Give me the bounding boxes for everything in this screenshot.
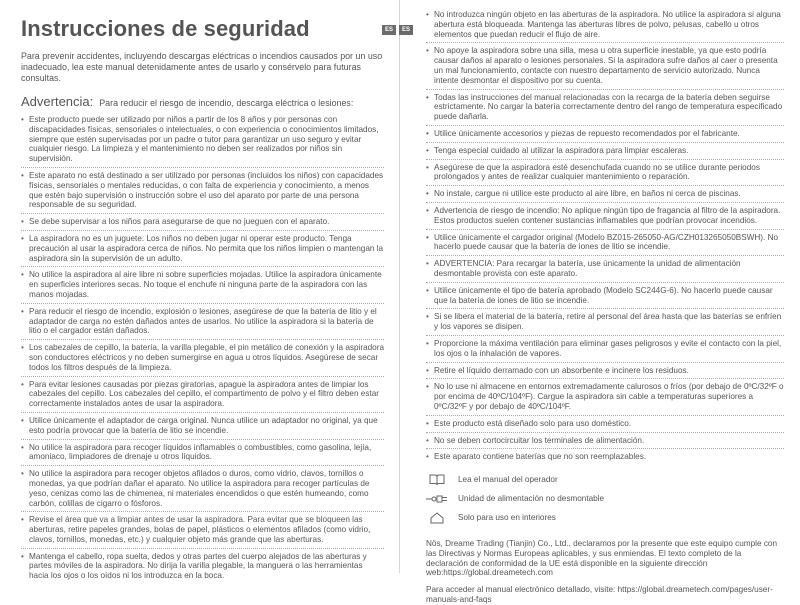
list-item: • Utilice únicamente el tipo de batería aprobado (Modelo SC244G-6). No hacerlo puede causar que la batería de iones de litio se incendie. — [426, 286, 784, 306]
symbol-legend — [426, 470, 784, 527]
item-separator — [426, 42, 784, 43]
item-separator — [21, 439, 384, 440]
intro-paragraph: Para prevenir accidentes, incluyendo descargas eléctricas o incendios causados por un uso inadecuado, lea este manual detenidamente antes de usarlo y consérvelo para futuras consultas. — [21, 51, 383, 83]
item-separator — [21, 213, 384, 214]
list-item: • No se deben cortocircuitar los terminales de alimentación. — [426, 436, 784, 446]
list-item: • Mantenga el cabello, ropa suelta, dedos y otras partes del cuerpo alejados de las aberturas y partes móviles de la aspiradora. No dirija la varilla plegable, la manguera o las herramientas hacia los ojos o los oídos ni los introduzca en la boca. — [21, 552, 384, 581]
item-separator — [426, 202, 784, 203]
item-separator — [21, 412, 384, 413]
symbol-label-power: Unidad de alimentación no desmontable — [458, 494, 605, 504]
list-item: • Para evitar lesiones causadas por piezas giratorias, apague la aspiradora antes de limpiar los cabezales del cepillo. Los cabezales del cepillo, el compartimento de polvo y el filtro deben estar correctamente instalados antes de usar la aspiradora. — [21, 380, 384, 409]
list-item: • Tenga especial cuidado al utilizar la aspiradora para limpiar escaleras. — [426, 146, 784, 156]
manual-link-paragraph: Para acceder al manual electrónico detallado, visite: https://global.dreametech.com/pages/user-manuals-and-faqs — [426, 585, 773, 605]
right-safety-list — [426, 10, 784, 462]
list-item: • Si se libera el material de la batería, retire al personal del área hasta que las baterías se enfríen y los vapores se disipen. — [426, 312, 784, 332]
list-item: • Utilice únicamente accesorios y piezas de repuesto recomendados por el fabricante. — [426, 129, 784, 139]
list-item: • No apoye la aspiradora sobre una silla, mesa u otra superficie inestable, ya que esto podría causar daños al aparato o lesiones personales. Si la aspiradora sufre daños al caer o presenta un mal funcionamiento, contacte con nuestro departamento de servicio autorizado. Nunca intente desmontar el dispositivo por su cuenta. — [426, 46, 784, 85]
item-separator — [21, 230, 384, 231]
warning-heading — [21, 94, 384, 109]
list-item: • No lo use ni almacene en entornos extremadamente calurosos o fríos (por debajo de 0ºC/32ºF o por encima de 40ºC/104ºF). Cargue la aspiradora sin cable a temperaturas superiores a 0ºC/32ºF y por debajo de 40ºC/104ºF. — [426, 382, 784, 411]
list-item: • Se debe supervisar a los niños para asegurarse de que no jueguen con el aparato. — [21, 217, 384, 227]
list-item: • Este producto está diseñado solo para uso doméstico. — [426, 419, 784, 429]
item-separator — [426, 142, 784, 143]
symbol-label-indoor: Solo para uso en interiores — [458, 513, 556, 523]
item-separator — [426, 362, 784, 363]
symbol-row-power — [426, 489, 784, 508]
language-tab-right: ES — [399, 25, 413, 35]
read-manual-icon — [426, 474, 448, 486]
list-item: • Advertencia de riesgo de incendio: No aplique ningún tipo de fragancia al filtro de la aspiradora. Estos productos suelen contener sustancias inflamables que podrían provocar incendios. — [426, 206, 784, 226]
item-separator — [426, 185, 784, 186]
item-separator — [21, 167, 384, 168]
language-tab-left: ES — [382, 25, 396, 35]
symbol-label-manual: Lea el manual del operador — [458, 475, 558, 485]
list-item: • Este producto puede ser utilizado por niños a partir de los 8 años y por personas con discapacidades físicas, sensoriales o intelectuales, o con experiencia o conocimientos limitados, siempre que estén supervisadas por un padre o tutor para garantizar un uso seguro y evitar cualquier riesgo. La limpieza y el mantenimiento no deben ser realizados por niños sin supervisión. — [21, 115, 384, 164]
item-separator — [426, 229, 784, 230]
list-item: • Asegúrese de que la aspiradora esté desenchufada cuando no se utilice durante periodos prolongados y antes de realizar cualquier mantenimiento o reparación. — [426, 163, 784, 183]
warning-title: Advertencia: — [21, 94, 94, 109]
item-separator — [21, 548, 384, 549]
list-item: • Todas las instrucciones del manual relacionadas con la recarga de la batería deben seguirse estrictamente. No cargar la batería correctamente dentro del rango de temperatura especificado puede dañarla. — [426, 93, 784, 122]
list-item: • No utilice la aspiradora al aire libre ni sobre superficies mojadas. Utilice la aspiradora únicamente en superficies interiores secas. No toque el enchufe ni ninguna parte de la aspiradora con las manos mojadas. — [21, 270, 384, 299]
list-item: • Para reducir el riesgo de incendio, explosión o lesiones, asegúrese de que la batería de litio y el adaptador de carga no estén dañados antes de usarlos. No utilice la aspiradora si la batería de litio o el cargador están dañados. — [21, 307, 384, 336]
list-item: • ADVERTENCIA: Para recargar la batería, use únicamente la unidad de alimentación desmontable provista con este aparato. — [426, 259, 784, 279]
symbol-row-indoor — [426, 508, 784, 527]
list-item: • Los cabezales de cepillo, la batería, la varilla plegable, el pin metálico de conexión y la aspiradora son conductores eléctricos y no deben sumergirse en agua u otros líquidos. Asegúrese de secar todos los filtros después de la limpieza. — [21, 343, 384, 372]
item-separator — [426, 335, 784, 336]
list-item: • Proporcione la máxima ventilación para eliminar gases peligrosos y evite el contacto con la piel, los ojos o la inhalación de vapores. — [426, 339, 784, 359]
warning-subtitle: Para reducir el riesgo de incendio, descarga eléctrica o lesiones: — [99, 98, 354, 108]
item-separator — [426, 308, 784, 309]
right-page — [401, 0, 800, 605]
item-separator — [426, 432, 784, 433]
item-separator — [426, 282, 784, 283]
list-item: • Utilice únicamente el adaptador de carga original. Nunca utilice un adaptador no original, ya que esto podría provocar que la batería de litio se incendie. — [21, 416, 384, 436]
item-separator — [426, 255, 784, 256]
page-title: Instrucciones de seguridad — [21, 16, 310, 41]
item-separator — [21, 339, 384, 340]
item-separator — [21, 376, 384, 377]
list-item: • No utilice la aspiradora para recoger líquidos inflamables o combustibles, como gasolina, lejía, amoniaco, limpiadores de drenaje u otros líquidos. — [21, 443, 384, 463]
left-safety-list — [21, 115, 384, 581]
item-separator — [426, 448, 784, 449]
detachable-power-supply-icon — [426, 494, 448, 504]
item-separator — [21, 465, 384, 466]
item-separator — [426, 125, 784, 126]
list-item: • La aspiradora no es un juguete. Los niños no deben jugar ni operar este producto. Tenga precaución al usar la aspiradora cerca de niños. No permita que los niños limpien o mantengan la aspiradora sin la supervisión de un adulto. — [21, 234, 384, 263]
item-separator — [426, 415, 784, 416]
symbol-row-manual — [426, 470, 784, 489]
left-page — [0, 0, 398, 581]
item-separator — [426, 378, 784, 379]
list-item: • Este aparato contiene baterías que no son reemplazables. — [426, 452, 784, 462]
page-divider — [399, 0, 400, 573]
item-separator — [426, 159, 784, 160]
declaration-paragraph: Nös, Dreame Trading (Tianjin) Co., Ltd., declaramos por la presente que este equipo cumple con las Directivas y Normas Europeas aplicables, y sus enmiendas. El texto completo de la declaración de conformidad de la UE está disponible en la siguiente dirección web:https://global.dreametech.com — [426, 539, 778, 578]
item-separator — [426, 89, 784, 90]
list-item: • Utilice únicamente el cargador original (Modelo BZ015-265050-AG/CZH013265050BSWH). No hacerlo puede causar que la batería de iones de litio se incendie. — [426, 233, 784, 253]
list-item: • No instale, cargue ni utilice este producto al aire libre, en baños ni cerca de piscinas. — [426, 189, 784, 199]
item-separator — [21, 303, 384, 304]
list-item: • Retire el líquido derramado con un absorbente e incinere los residuos. — [426, 366, 784, 376]
item-separator — [21, 266, 384, 267]
list-item: • No introduzca ningún objeto en las aberturas de la aspiradora. No utilice la aspiradora si alguna abertura está bloqueada. Mantenga las aberturas libres de polvo, pelusas, cabello u otros elementos que puedan reducir el flujo de aire. — [426, 10, 784, 39]
list-item: • Este aparato no está destinado a ser utilizado por personas (incluidos los niños) con capacidades físicas, sensoriales o mentales reducidas, o con falta de experiencia y conocimiento, a menos que estén bajo supervisión o instrucción sobre el uso del aparato por parte de una persona responsable de su seguridad. — [21, 171, 384, 210]
item-separator — [21, 511, 384, 512]
list-item: • Revise el área que va a limpiar antes de usar la aspiradora. Para evitar que se bloqueen las aberturas, retire papeles grandes, bolas de papel, plásticos o elementos afilados (como vidrio, clavos, tornillos, monedas, etc.) y cualquier objeto más grande que las aberturas. — [21, 515, 384, 544]
list-item: • No utilice la aspiradora para recoger objetos afilados o duros, como vidrio, clavos, tornillos o monedas, ya que podrían dañar el aparato. No utilice la aspiradora para recoger partículas de yeso, cenizas como las de chimenea, ni materiales encendidos o que estén humeando, como carbón, colillas de cigarro o fósforos. — [21, 469, 384, 508]
indoor-use-icon — [426, 512, 448, 524]
